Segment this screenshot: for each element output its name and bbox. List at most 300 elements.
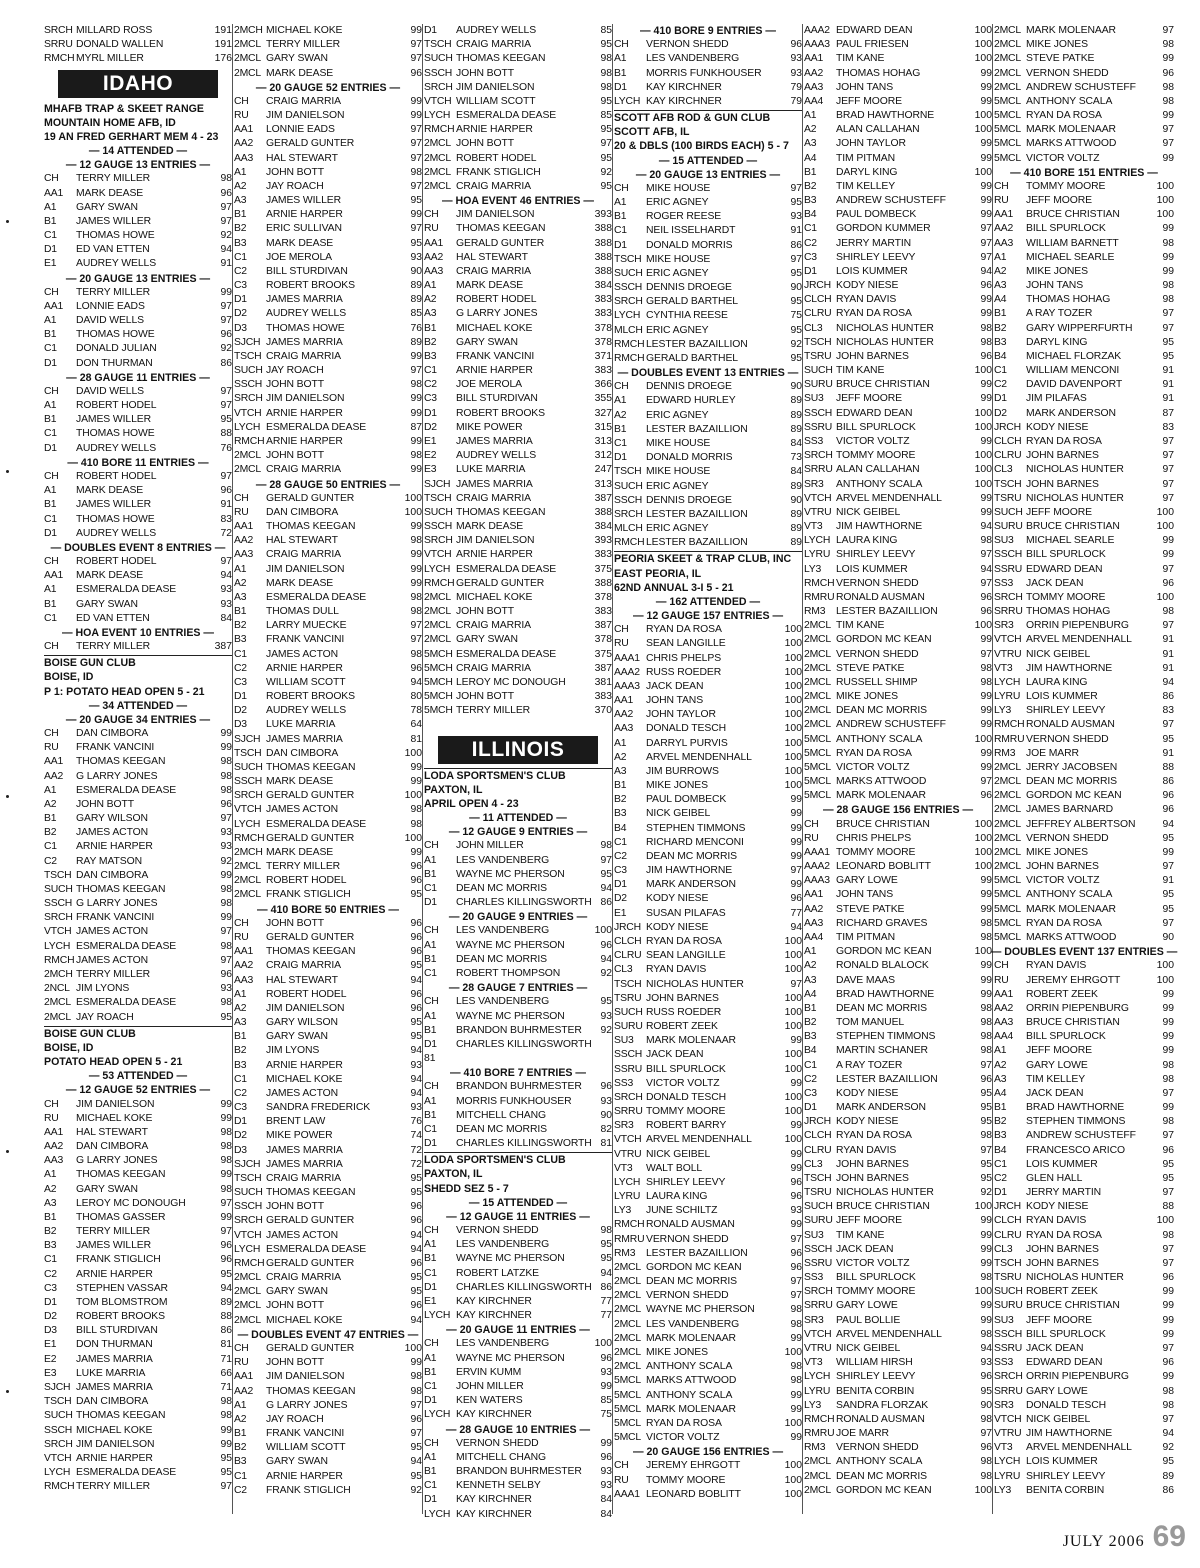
score: 99 [220,869,232,881]
score: 91 [1162,662,1174,674]
result-row [614,623,802,637]
score: 315 [594,421,612,433]
score: 97 [790,1290,802,1302]
shooter-name: VICTOR VOLTZ [1026,152,1100,164]
shooter-name: BILL STURDIVAN [456,393,538,405]
class-code: B4 [614,822,627,834]
score: 95 [600,39,612,51]
score: 98 [220,756,232,768]
score: 89 [790,508,802,520]
shooter-name: JAMES MARRIA [456,478,533,490]
result-row [44,1140,232,1154]
result-row [614,295,802,309]
shooter-name: LEONARD BOBLITT [836,861,931,873]
shooter-name: JIM LYONS [76,983,130,995]
shooter-name: MARK MOLENAAR [646,1035,736,1047]
result-row [994,959,1174,973]
shooter-name: JOHN BARNES [1026,478,1099,490]
score: 96 [220,329,232,341]
result-row [804,1044,992,1058]
event-subheading: — 410 BORE 50 ENTRIES — [257,903,399,916]
score: 80 [410,691,422,703]
result-row [234,775,422,789]
result-row [614,1020,802,1034]
event-subheading: — 15 ATTENDED — [658,154,758,167]
class-code: D2 [234,705,247,717]
class-code: 2MCL [804,634,831,646]
result-row [804,251,992,265]
class-code: A1 [424,1095,437,1107]
class-code: LYCH [804,535,831,547]
class-code: A2 [424,294,437,306]
result-row [804,1002,992,1016]
class-code: CH [424,1081,439,1093]
score: 97 [1162,450,1174,462]
score: 100 [784,1134,802,1146]
score: 81 [410,733,422,745]
class-code: SURU [804,1215,833,1227]
shooter-name: JOHN TAYLOR [836,138,906,150]
shooter-name: NICHOLAS HUNTER [836,1187,934,1199]
score: 99 [790,1219,802,1231]
result-row [994,336,1174,350]
score: 89 [790,523,802,535]
result-row [994,208,1174,222]
score: 97 [1162,464,1174,476]
event-subheading: — 28 GAUGE 50 ENTRIES — [255,478,401,491]
class-code: 2MCL [994,790,1021,802]
score: 387 [594,492,612,504]
shooter-name: VICTOR VOLTZ [836,435,910,447]
shooter-name: RYAN DA ROSA [1026,435,1102,447]
result-row [804,633,992,647]
result-row [614,949,802,963]
class-code: CH [614,1460,629,1472]
shooter-name: JUNE SCHILTZ [646,1205,718,1217]
class-code: 2MCL [614,1318,641,1330]
event-subheading: — 28 GAUGE 7 ENTRIES — [448,982,588,995]
result-row [234,378,422,392]
class-code: VT3 [994,662,1013,674]
score: 98 [980,932,992,943]
result-row [234,633,422,647]
score: 71 [220,1353,232,1365]
score: 97 [1162,1087,1174,1099]
shooter-name: GARY WIPPERFURTH [1026,322,1133,334]
result-row [234,789,422,803]
class-code: RU [44,742,59,754]
class-code: 2MCL [994,832,1021,844]
class-code: D1 [234,294,247,306]
shooter-name: ROBERT ZEEK [1026,1286,1098,1298]
score: 99 [1162,1031,1174,1043]
class-code: RMCH [44,1481,75,1493]
class-code: RM3 [994,747,1016,759]
score: 78 [410,705,422,717]
shooter-name: JIM HAWTHORNE [1026,662,1113,674]
score: 98 [790,1304,802,1316]
class-code: 2MCL [234,889,261,901]
event-subheading: — 11 ATTENDED — [469,812,567,825]
shooter-name: DAN CIMBORA [76,728,149,740]
score: 100 [1156,506,1174,518]
class-code: CH [44,286,59,298]
result-row [424,208,612,222]
result-row [994,180,1174,194]
score: 97 [220,1226,232,1238]
shooter-name: BENITA CORBIN [1026,1484,1105,1496]
score: 93 [410,251,422,263]
shooter-name: WALT BOLL [646,1162,703,1174]
result-row [804,1229,992,1243]
result-row [44,583,232,597]
class-code: A2 [994,265,1007,277]
shooter-name: DON THURMAN [76,357,153,369]
shooter-name: JOHN BOTT [266,166,324,178]
shooter-name: TIM PITMAN [836,152,896,164]
result-row [424,619,612,633]
shooter-name: JAMES WILLER [266,195,342,207]
score: 388 [594,223,612,235]
score: 100 [784,709,802,721]
class-code: 2MCL [804,676,831,688]
result-row [234,1158,422,1172]
score: 97 [410,124,422,136]
shooter-name: ROBERT THOMPSON [456,968,561,979]
shooter-name: FRANK VANCINI [266,634,345,646]
result-row [424,293,612,307]
class-code: C2 [994,1172,1007,1184]
result-row [614,309,802,323]
class-code: C2 [44,855,57,867]
score: 378 [594,336,612,348]
class-code: RMCH [614,537,645,549]
score: 378 [594,634,612,646]
shooter-name: FRANK VANCINI [456,350,535,362]
score: 88 [1162,761,1174,773]
class-code: SS3 [994,577,1014,589]
result-row [804,1441,992,1455]
result-row [994,747,1174,761]
shooter-name: DAN CIMBORA [76,1141,149,1153]
class-code: LYCH [994,676,1021,688]
score: 83 [220,513,232,525]
class-code: B3 [614,808,627,820]
score: 75 [790,310,802,322]
score: 84 [790,466,802,478]
shooter-name: CRAIG MARRIA [266,350,342,362]
score: 92 [600,166,612,178]
score: 98 [220,1141,232,1153]
score: 99 [980,294,992,306]
shooter-name: DON THURMAN [76,1339,153,1351]
shooter-name: KODY NIESE [1026,421,1089,433]
shooter-name: G LARRY JONES [76,898,158,910]
score: 93 [220,983,232,995]
score: 95 [790,197,802,209]
shooter-name: GARY SWAN [76,598,138,610]
shooter-name: SEAN LANGILLE [646,950,726,962]
result-row [994,1328,1174,1342]
class-code: AA1 [994,209,1014,221]
class-code: E1 [614,907,627,919]
score: 99 [980,506,992,518]
score: 89 [790,409,802,421]
class-code: AA3 [234,152,254,164]
result-row [804,1455,992,1469]
class-code: AA3 [804,917,824,929]
result-row [614,1303,802,1317]
result-row [804,392,992,406]
result-row [614,637,802,651]
score: 99 [1162,549,1174,561]
class-code: B2 [44,827,57,839]
score: 99 [410,407,422,419]
shooter-name: ARVEL MENDENHALL [1026,1442,1132,1454]
shooter-name: RAY MATSON [76,855,142,867]
score: 99 [980,903,992,915]
result-row [44,1480,232,1494]
score: 95 [410,1442,422,1454]
event-subheading: — DOUBLES EVENT 8 ENTRIES — [50,541,226,554]
result-row [804,988,992,1002]
result-row [614,807,802,821]
shooter-name: TERRY MILLER [76,969,151,980]
shooter-name: FRANK STIGLICH [76,1254,161,1266]
result-row [234,591,422,605]
class-code: RU [234,1357,249,1369]
result-row [614,423,802,437]
score: 94 [600,882,612,894]
shooter-name: JIM DANIELSON [266,1002,345,1014]
result-row [804,350,992,364]
result-row [44,954,232,968]
class-code: CH [44,641,59,653]
shooter-name: ARVEL MENDENHALL [646,751,752,763]
class-code: B1 [994,308,1007,320]
result-row [424,38,612,52]
result-row [234,931,422,945]
score: 98 [980,1470,992,1482]
result-row [614,224,802,238]
class-code: CL3 [994,1243,1013,1255]
score: 100 [784,680,802,692]
club-heading: P 1: POTATO HEAD OPEN 5 - 21 [44,685,205,698]
shooter-name: ORRIN PIEPENBURG [1026,1371,1129,1383]
class-code: 5MCL [804,761,831,773]
class-code: AA2 [804,903,824,915]
score: 97 [1162,1130,1174,1142]
result-row [614,324,802,338]
shooter-name: JIM BURROWS [646,765,719,777]
score: 94 [220,570,232,582]
score: 95 [980,1158,992,1170]
result-row [234,237,422,251]
result-row [994,548,1174,562]
result-row [234,137,422,151]
score: 97 [1162,719,1174,731]
score: 94 [980,1342,992,1354]
result-row [44,798,232,812]
result-row [994,1229,1174,1243]
class-code: 2MCL [804,1484,831,1496]
shooter-name: STEVE PATKE [1026,53,1095,65]
event-subheading: — 34 ATTENDED — [88,699,188,712]
result-row [804,1172,992,1186]
score: 91 [220,258,232,270]
shooter-name: THOMAS DULL [266,606,339,618]
score: 100 [784,780,802,792]
score: 96 [980,350,992,362]
class-code: AA4 [994,1031,1014,1043]
shooter-name: KAY KIRCHNER [646,81,722,93]
result-row [994,449,1174,463]
shooter-name: ARNIE HARPER [266,407,343,419]
result-row [614,182,802,196]
class-code: C1 [614,437,627,449]
result-row [804,109,992,123]
shooter-name: JOHN TAYLOR [646,709,716,721]
result-row [424,520,612,534]
class-code: 2MCL [424,606,451,618]
score: 99 [220,728,232,740]
shooter-name: LES VANDENBERG [456,996,550,1008]
class-code: RMRU [614,1233,645,1245]
shooter-name: ERIC AGNEY [646,197,709,209]
class-code: TSCH [234,747,262,759]
result-row [424,392,612,406]
result-row [424,322,612,336]
class-code: CH [44,728,59,740]
class-code: C2 [614,850,627,862]
shooter-name: JOHN MILLER [456,840,524,852]
score: 100 [974,124,992,136]
score: 97 [1162,917,1174,929]
class-code: AA1 [234,946,254,958]
shooter-name: NEIL ISSELHARDT [646,225,736,237]
score: 86 [1162,776,1174,788]
score: 98 [980,1045,992,1057]
event-subheading: — DOUBLES EVENT 137 ENTRIES — [990,946,1178,959]
shooter-name: BRANDON BUHRMESTER [456,1024,582,1036]
class-code: AA1 [44,570,64,582]
shooter-name: VICTOR VOLTZ [836,1257,910,1269]
score: 97 [220,1481,232,1493]
score: 93 [790,211,802,223]
class-code: C1 [994,365,1007,377]
score: 191 [214,25,232,36]
shooter-name: JACK DEAN [1026,1087,1084,1099]
shooter-name: MARKS ATTWOOD [1026,932,1117,943]
class-code: CH [614,182,629,194]
result-row [234,1299,422,1313]
score: 98 [790,1375,802,1387]
score: 96 [1162,1272,1174,1284]
score: 99 [790,836,802,848]
shooter-name: TERRY MILLER [266,39,341,51]
result-row [44,1168,232,1182]
class-code: 2MCL [424,166,451,178]
result-row [424,492,612,506]
class-code: CH [234,917,249,929]
shooter-name: DAN CIMBORA [266,747,339,759]
score: 393 [594,535,612,547]
shooter-name: MIKE HOUSE [646,437,711,449]
shooter-name: RONALD AUSMAN [646,1219,735,1231]
result-row [424,690,612,704]
class-code: RM3 [614,1247,636,1259]
shooter-name: WAYNE MC PHERSON [456,868,565,880]
shooter-name: LESTER BAZAILLION [646,338,748,350]
class-code: SUCH [44,883,73,895]
class-code: A1 [234,988,247,1000]
class-code: VTCH [804,1328,832,1340]
result-row [804,492,992,506]
score: 98 [980,1456,992,1468]
result-row [994,534,1174,548]
shooter-name: ROBERT BROOKS [76,1311,165,1323]
class-code: CLRU [994,1229,1022,1241]
score: 100 [974,478,992,490]
class-code: SSCH [804,407,833,419]
class-code: A1 [804,110,817,122]
shooter-name: GARY SWAN [266,1286,328,1298]
shooter-name: TOM MANUEL [836,1017,905,1029]
score: 95 [790,296,802,308]
result-row [994,81,1174,95]
shooter-name: ESMERALDA DEASE [76,784,177,796]
shooter-name: GORDON KUMMER [836,223,931,235]
score: 97 [600,138,612,150]
result-row [234,24,422,38]
shooter-name: JEFF MOORE [1026,195,1092,207]
result-row [614,1346,802,1360]
score: 98 [600,840,612,852]
result-row [234,407,422,421]
shooter-name: JACK DEAN [646,680,704,692]
score: 95 [1162,832,1174,844]
score: 100 [974,450,992,462]
score: 98 [220,940,232,952]
shooter-name: BILL SPURLOCK [1026,549,1106,561]
class-code: 2MCL [804,705,831,717]
score: 96 [790,1247,802,1259]
result-row [994,407,1174,421]
score: 96 [980,280,992,292]
class-code: CL3 [804,322,823,334]
class-code: C2 [234,662,247,674]
class-code: TSCH [614,466,642,478]
score: 99 [1162,1286,1174,1298]
score: 96 [980,1442,992,1454]
score: 93 [220,584,232,596]
class-code: 2MCL [804,648,831,660]
result-row [994,1399,1174,1413]
result-row [994,1470,1174,1484]
score: 76 [410,1116,422,1128]
result-row [234,1129,422,1143]
class-code: 5MCL [804,747,831,759]
score: 99 [980,138,992,150]
result-row [424,237,612,251]
score: 98 [1162,1229,1174,1241]
result-row [614,1148,802,1162]
class-code: C2 [804,1073,817,1085]
shooter-name: JIM PILAFAS [1026,393,1087,405]
result-row [804,591,992,605]
score: 100 [784,765,802,777]
result-row [424,1479,612,1493]
